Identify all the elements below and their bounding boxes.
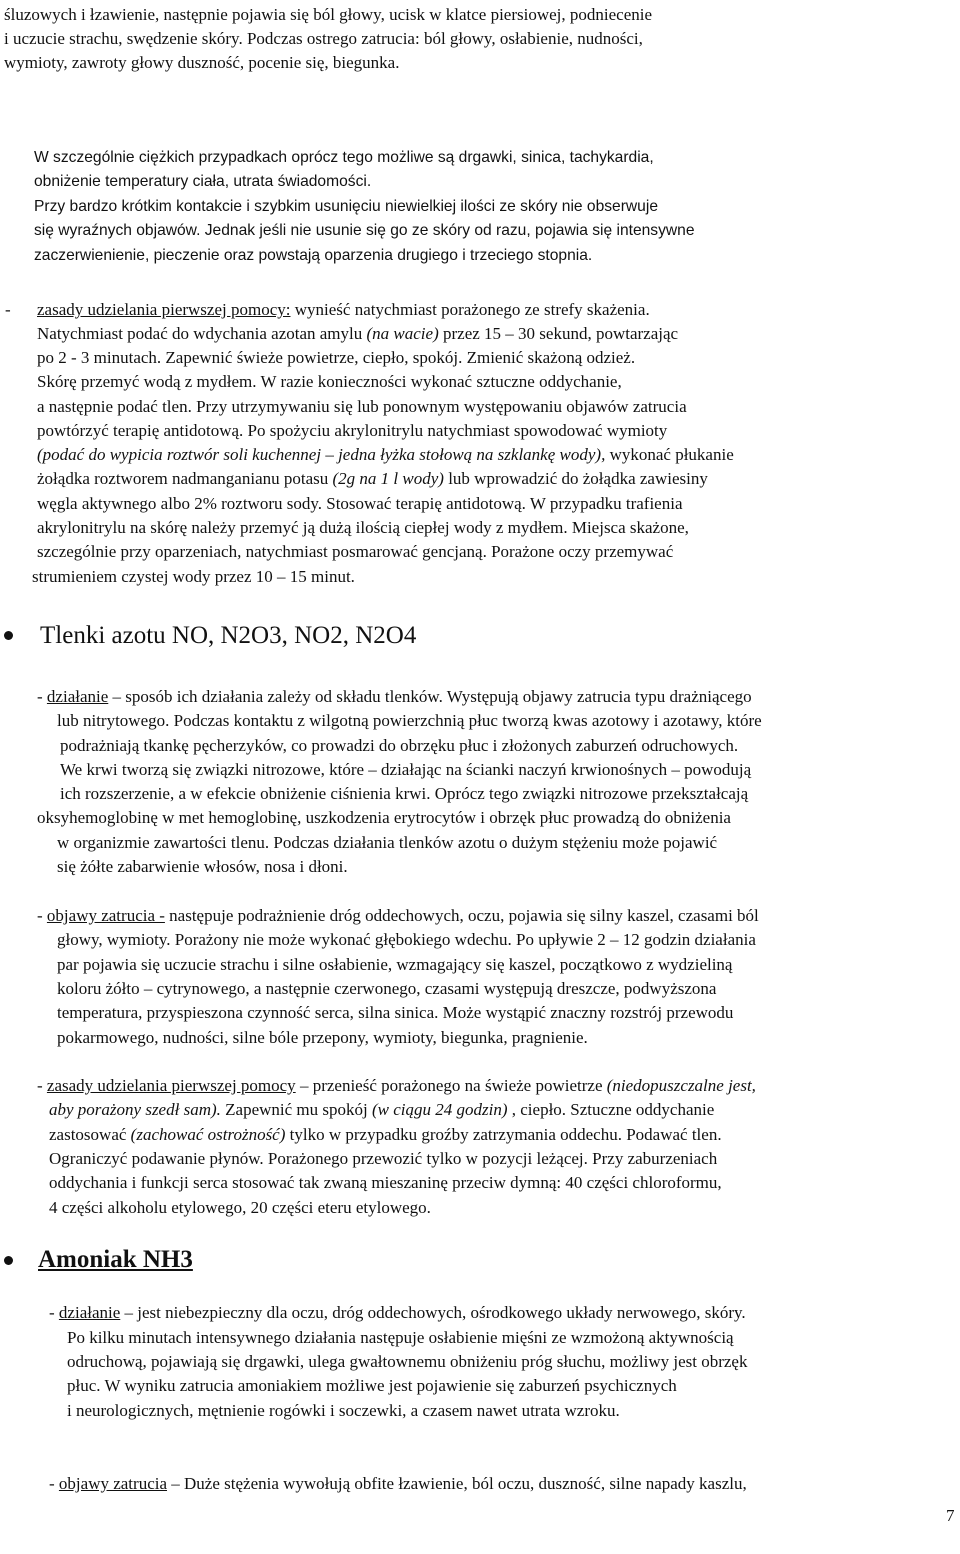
nox-aid-line-1-italic: (niedopuszczalne jest, [606,1076,756,1095]
nox-aid-line-4: Ograniczyć podawanie płynów. Porażonego przewozić tylko w pozycji leżącej. Przy zaburzeniach [49,1149,718,1168]
nox-symptoms-label: objawy zatrucia - [46,906,165,925]
aid1-line-8a: żołądka roztworem nadmanganianu potasu [37,469,333,488]
aid1-line-4: Skórę przemyć wodą z mydłem. W razie konieczności wykonać sztuczne oddychanie, [37,372,622,391]
nox-aid-line-1-rest: – przenieść porażonego na świeże powietrze [295,1076,607,1095]
nox-action-label: działanie [46,687,109,706]
nox-action-line-8: się żółte zabarwienie włosów, nosa i dłoni. [57,857,348,876]
contact-line-1: Przy bardzo krótkim kontakcie i szybkim usunięciu niewielkiej ilości ze skóry nie obserwuje [34,198,658,215]
nh3-action-label: działanie [58,1303,121,1322]
aid1-label: zasady udzielania pierwszej pomocy: [37,300,291,319]
top-line-2: i uczucie strachu, swędzenie skóry. Podczas ostrego zatrucia: ból głowy, osłabienie, nudności, [4,29,643,48]
nox-action-dash: - [37,687,47,706]
aid1-line-5: a następnie podać tlen. Przy utrzymywaniu się lub ponownym występowaniu objawów zatrucia [37,397,687,416]
severe-line-2: obniżenie temperatury ciała, utrata świadomości. [34,173,372,190]
nh3-heading [38,1245,193,1275]
nox-symptoms-line-6: pokarmowego, nudności, silne bóle przepony, wymioty, biegunka, pragnienie. [57,1028,588,1047]
nox-symptoms-line-1-rest: następuje podrażnienie dróg oddechowych, oczu, pojawia się silny kaszel, czasami ból [164,906,759,925]
nh3-action-line-5: i neurologicznych, mętnienie rogówki i soczewki, a czasem nawet utrata wzroku. [67,1401,620,1420]
aid1-line-7 [37,445,734,465]
nox-action-line-1-rest: – sposób ich działania zależy od składu tlenków. Występują objawy zatrucia typu drażniącego [108,687,752,706]
nox-action-line-4: We krwi tworzą się związki nitrozowe, które – działając na ścianki naczyń krwionośnych – powodują [60,760,752,779]
nox-aid-line-3 [49,1125,722,1145]
nox-aid-dash: - [37,1076,47,1095]
severe-line-1: W szczególnie ciężkich przypadkach oprócz tego możliwe są drgawki, sinica, tachykardia, [34,149,654,166]
aid1-line-2 [37,324,678,344]
nox-aid-line-3a: zastosować [49,1125,131,1144]
nox-aid-line-2-italic: aby porażony szedł sam). [49,1100,221,1119]
bullet-icon [4,1256,13,1265]
aid1-line-11: szczególnie przy oparzeniach, natychmiast posmarować gencjaną. Porażone oczy przemywać [37,542,674,561]
nox-aid-line-6: 4 części alkoholu etylowego, 20 części eteru etylowego. [49,1198,431,1217]
nox-aid-label: zasady udzielania pierwszej pomocy [46,1076,296,1095]
nh3-symptoms-line-1-rest: – Duże stężenia wywołują obfite łzawienie, ból oczu, duszność, silne napady kaszlu, [167,1474,747,1493]
aid1-line-3: po 2 - 3 minutach. Zapewnić świeże powietrze, ciepło, spokój. Zmienić skażoną odzież. [37,348,636,367]
aid1-line-2b: przez 15 – 30 sekund, powtarzając [438,324,679,343]
nox-symptoms-line-2: głowy, wymioty. Porażony nie może wykonać głębokiego wdechu. Po upływie 2 – 12 godzin działania [57,930,756,949]
aid1-line-8i: (2g na 1 l wody) [332,469,444,488]
nox-action-line-3: podrażniają tkankę pęcherzyków, co prowadzi do obrzęku płuc i złożonych zaburzeń odruchowych. [60,736,739,755]
nh3-action-dash: - [49,1303,59,1322]
nox-aid-line-3i: (zachować ostrożność) [130,1125,286,1144]
bullet-icon [4,631,13,640]
aid1-line-2a: Natychmiast podać do wdychania azotan amylu [37,324,367,343]
contact-line-2a: się wyraźnych objawów. [34,222,205,239]
contact-line-2b: Jednak jeśli nie usunie się go ze skóry od razu, pojawia się intensywne [204,222,695,239]
nox-symptoms-line-4: koloru żółto – cytrynowego, a następnie czerwonego, czasami występują dreszcze, podwyższona [57,979,717,998]
nh3-action-line-1-rest: – jest niebezpieczny dla oczu, dróg oddechowych, ośrodkowego układy nerwowego, skóry. [120,1303,746,1322]
nh3-action-line-1 [49,1303,746,1323]
aid1-line-8 [37,469,708,489]
nh3-symptoms-label: objawy zatrucia [58,1474,168,1493]
nox-symptoms-line-1 [37,906,759,926]
nox-action-line-5: ich rozszerzenie, a w efekcie obniżenie ciśnienia krwi. Oprócz tego związki nitrozowe przekształcają [60,784,749,803]
nox-aid-line-2-rest: Zapewnić mu spokój [220,1100,372,1119]
aid1-line-2i: (na wacie) [366,324,439,343]
aid1-line-10: akrylonitrylu na skórę należy przemyć ją dużą ilością ciepłej wody z mydłem. Miejsca skażone, [37,518,689,537]
nox-action-line-7: w organizmie zawartości tlenu. Podczas działania tlenków azotu o dużym stężeniu może pojawić [57,833,718,852]
page-number: 7 [946,1506,955,1525]
nox-heading: Tlenki azotu NO, N2O3, NO2, N2O4 [40,622,417,649]
nh3-action-line-2: Po kilku minutach intensywnego działania następuje osłabienie mięśni ze wzmożoną aktywnością [67,1328,734,1347]
aid1-line-6: powtórzyć terapię antidotową. Po spożyciu akrylonitrylu natychmiast spowodować wymioty [37,421,668,440]
nox-symptoms-line-3: par pojawia się uczucie strachu i silne osłabienie, wzmagający się kaszel, początkowo z wydzieliną [57,955,733,974]
nox-action-line-1 [37,687,752,707]
nox-action-line-2: lub nitrytowego. Podczas kontaktu z wilgotną powierzchnią płuc tworzą kwas azotowy i azotawy, które [57,711,762,730]
nox-aid-line-2-rest-2: , ciepło. Sztuczne oddychanie [507,1100,715,1119]
nh3-symptoms-dash: - [49,1474,59,1493]
aid1-line-7i: (podać do wypicia roztwór soli kuchennej – jedna łyżka stołową na szklankę wody), [37,445,606,464]
aid1-line-7b: wykonać płukanie [605,445,734,464]
top-line-1: śluzowych i łzawienie, następnie pojawia się ból głowy, ucisk w klatce piersiowej, podniecenie [4,5,653,24]
nox-aid-line-5: oddychania i funkcji serca stosować tak zwaną mieszaninę przeciw dymną: 40 części chloroformu, [49,1173,722,1192]
contact-line-3: zaczerwienienie, pieczenie oraz powstają oparzenia drugiego i trzeciego stopnia. [34,247,593,264]
nox-action-line-6: oksyhemoglobinę w met hemoglobinę, uszkodzenia erytrocytów i obrzęk płuc prowadzą do obniżenia [37,808,731,827]
nox-aid-line-1 [37,1076,756,1096]
nh3-symptoms-line-1 [49,1474,747,1494]
aid1-line-1 [37,300,650,320]
nh3-heading-text: Amoniak NH3 [38,1246,193,1273]
aid1-dash: - [5,300,11,319]
nh3-action-line-3: odruchową, pojawiają się drgawki, ulega gwałtownemu obniżeniu próg słuchu, możliwy jest obrzęk [67,1352,748,1371]
contact-line-2 [34,221,695,241]
aid1-line-9: węgla aktywnego albo 2% roztworu sody. Stosować terapię antidotową. W przypadku trafienia [37,494,683,513]
nox-aid-line-2-italic-2: (w ciągu 24 godzin) [371,1100,508,1119]
top-line-3: wymioty, zawroty głowy duszność, pocenie się, biegunka. [4,53,400,72]
nox-symptoms-line-5: temperatura, przyspieszona czynność serca, silna sinica. Może wystąpić znaczny rozstrój przewodu [57,1003,734,1022]
nox-aid-line-3b: tylko w przypadku groźby zatrzymania oddechu. Podawać tlen. [285,1125,722,1144]
nh3-action-line-4: płuc. W wyniku zatrucia amoniakiem możliwe jest pojawienie się zaburzeń psychicznych [67,1376,677,1395]
nox-aid-line-2 [49,1100,714,1120]
aid1-line-8b: lub wprowadzić do żołądka zawiesiny [443,469,708,488]
aid1-line-1-rest: wynieść natychmiast porażonego ze strefy skażenia. [290,300,650,319]
nox-symptoms-dash: - [37,906,47,925]
aid1-line-12: strumieniem czystej wody przez 10 – 15 minut. [32,567,355,586]
